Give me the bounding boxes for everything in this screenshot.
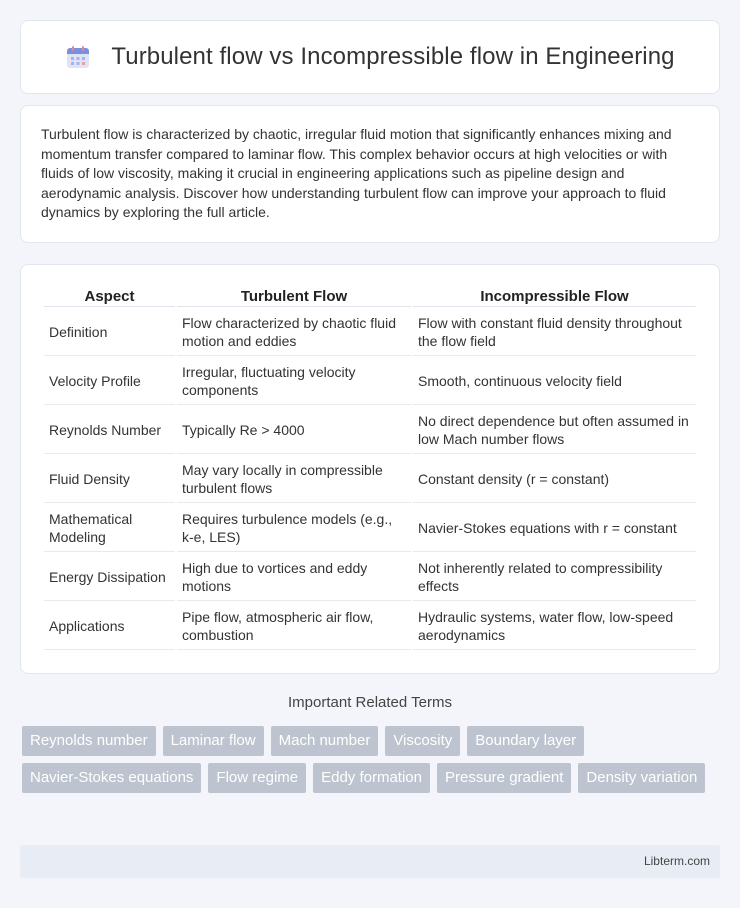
table-cell: Smooth, continuous velocity field: [413, 358, 696, 405]
term-tag[interactable]: Flow regime: [208, 763, 306, 793]
footer-site-link[interactable]: Libterm.com: [643, 854, 710, 868]
calendar-icon: [65, 44, 91, 70]
table-cell: High due to vortices and eddy motions: [177, 554, 411, 601]
table-cell: Constant density (r = constant): [413, 456, 696, 503]
term-tag[interactable]: Eddy formation: [313, 763, 430, 793]
term-tag[interactable]: Pressure gradient: [437, 763, 571, 793]
intro-text: Turbulent flow is characterized by chaotic, irregular fluid motion that significantly enhances mixing and momentum transfer compared to laminar flow. This complex behavior occurs at high velocities or with fluids of low viscosity, making it crucial in engineering applications such as pipeline design and aerodynamic analysis. Discover how understanding turbulent flow can improve your approach to fluid dynamics by exploring the full article.: [41, 126, 672, 220]
related-terms-title: Important Related Terms: [288, 694, 452, 711]
table-cell: Pipe flow, atmospheric air flow, combustion: [177, 603, 411, 650]
table-cell: Reynolds Number: [44, 407, 175, 454]
table-row: [44, 407, 696, 454]
header-incompressible-flow: Incompressible Flow: [413, 285, 696, 307]
table-cell: Typically Re > 4000: [177, 407, 411, 454]
table-cell: Mathematical Modeling: [44, 505, 175, 552]
term-tag[interactable]: Mach number: [271, 726, 379, 756]
table-cell: No direct dependence but often assumed in low Mach number flows: [413, 407, 696, 454]
table-row: [44, 358, 696, 405]
table-cell: Definition: [44, 309, 175, 356]
header-turbulent-flow: Turbulent Flow: [177, 285, 411, 307]
table-row: [44, 456, 696, 503]
term-tag[interactable]: Navier-Stokes equations: [22, 763, 201, 793]
footer: [20, 845, 720, 878]
related-terms-list: [22, 726, 722, 800]
header-aspect: Aspect: [44, 285, 175, 307]
term-tag[interactable]: Reynolds number: [22, 726, 156, 756]
table-cell: Not inherently related to compressibility effects: [413, 554, 696, 601]
table-cell: Flow with constant fluid density throughout the flow field: [413, 309, 696, 356]
table-cell: Flow characterized by chaotic fluid motion and eddies: [177, 309, 411, 356]
term-tag[interactable]: Boundary layer: [467, 726, 584, 756]
table-cell: Navier-Stokes equations with r = constant: [413, 505, 696, 552]
term-tag[interactable]: Laminar flow: [163, 726, 264, 756]
page-title: Turbulent flow vs Incompressible flow in Engineering: [111, 43, 675, 70]
table-row: [44, 554, 696, 601]
table-cell: Fluid Density: [44, 456, 175, 503]
term-tag[interactable]: Density variation: [578, 763, 705, 793]
term-tag[interactable]: Viscosity: [385, 726, 460, 756]
table-cell: Energy Dissipation: [44, 554, 175, 601]
table-cell: May vary locally in compressible turbulent flows: [177, 456, 411, 503]
comparison-card: [20, 264, 720, 674]
table-cell: Requires turbulence models (e.g., k-e, LES): [177, 505, 411, 552]
table-cell: Hydraulic systems, water flow, low-speed aerodynamics: [413, 603, 696, 650]
comparison-table: [42, 283, 698, 652]
header-card: [20, 20, 720, 94]
table-row: [44, 309, 696, 356]
table-row: [44, 505, 696, 552]
table-cell: Applications: [44, 603, 175, 650]
table-row: [44, 603, 696, 650]
table-cell: Velocity Profile: [44, 358, 175, 405]
intro-card: [20, 105, 720, 243]
table-header-row: [44, 285, 696, 307]
table-cell: Irregular, fluctuating velocity components: [177, 358, 411, 405]
